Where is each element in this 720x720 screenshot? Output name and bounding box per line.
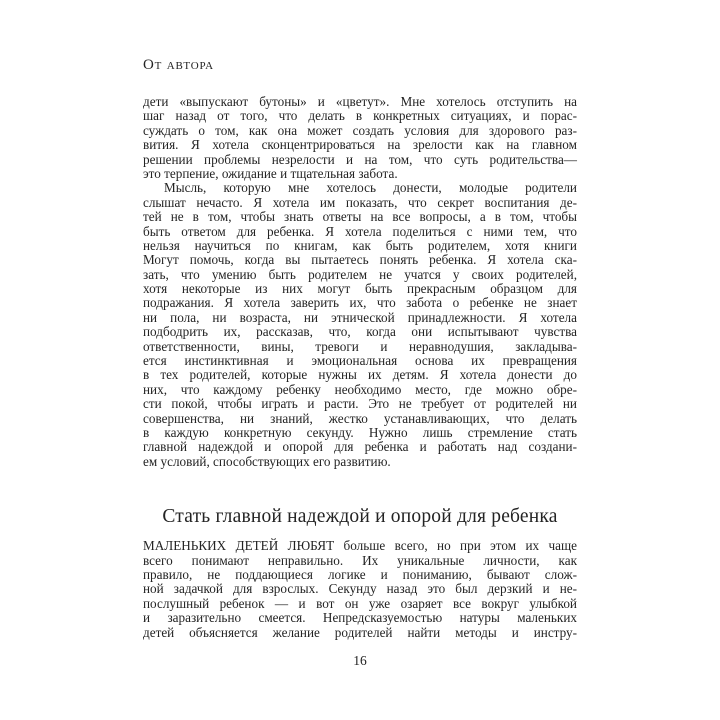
paragraph-2 <box>143 181 577 469</box>
text-line: вития. Я хотела сконцентрироваться на зрелости как на главном <box>143 137 577 153</box>
text-line: быть ответом для ребенка. Я хотела поделиться с ними тем, что <box>143 223 577 239</box>
text-line: главной надеждой и опорой для ребенка и работать над создани- <box>143 439 577 455</box>
text-line: детей объясняется желание родителей найти методы и инстру- <box>143 624 577 640</box>
text-line: Могут помочь, когда вы пытаетесь понять ребенка. Я хотела ска- <box>143 252 577 268</box>
text-block <box>143 95 577 640</box>
text-line: зать, что умению быть родителем не учатся у своих родителей, <box>143 266 577 282</box>
text-line: ется инстинктивная и эмоциональная основа их превращения <box>143 353 577 369</box>
paragraph-1 <box>143 95 577 181</box>
running-head: От автора <box>143 57 214 73</box>
text-line: совершенства, ни знаний, жестко устанавливающих, что делать <box>143 410 577 426</box>
text-line: слышат нечасто. Я хотела им показать, что секрет воспитания де- <box>143 194 577 210</box>
text-line: в каждую конкретную секунду. Нужно лишь стремление стать <box>143 424 577 440</box>
text-line: и заразительно смеется. Непредсказуемостью натуры маленьких <box>143 610 577 626</box>
text-line: нельзя научиться по книгам, как быть родителем, хотя книги <box>143 237 577 253</box>
text-line: всего понимают неправильно. Их уникальные личности, как <box>143 552 577 568</box>
text-line: в тех родителей, которые нужны их детям. Я хотела донести до <box>143 367 577 383</box>
text-line: них, что каждому ребенку необходимо место, где можно обре- <box>143 381 577 397</box>
text-line: решении проблемы незрелости и на том, что суть родительства— <box>143 151 577 167</box>
text-line: тей не в том, чтобы знать ответы на все вопросы, а в том, чтобы <box>143 209 577 225</box>
text-line: ответственности, вины, тревоги и неравнодушия, закладыва- <box>143 338 577 354</box>
text-line: МАЛЕНЬКИХ ДЕТЕЙ ЛЮБЯТ больше всего, но при этом их чаще <box>143 538 577 554</box>
text-line: Мысль, которую мне хотелось донести, молодые родители <box>164 180 577 196</box>
text-line: сти покой, чтобы играть и расти. Это не требует от родителей ни <box>143 396 577 412</box>
text-line: суждать о том, как она может создать условия для здорового раз- <box>143 122 577 138</box>
text-line: ной задачкой для взрослых. Секунду назад это был дерзкий и не- <box>143 581 577 597</box>
text-line: ни пола, ни возраста, ни этнической принадлежности. Я хотела <box>143 309 577 325</box>
text-line: это терпение, ожидание и тщательная забота. <box>143 165 398 181</box>
text-line: подражания. Я хотела заверить их, что забота о ребенке не знает <box>143 295 577 311</box>
text-line: послушный ребенок — и вот он уже озаряет все вокруг улыбкой <box>143 595 577 611</box>
paragraph-3 <box>143 539 577 640</box>
text-line: дети «выпускают бутоны» и «цветут». Мне хотелось отступить на <box>143 94 577 109</box>
text-line: подбодрить их, рассказав, что, когда они испытывают чувства <box>143 324 577 340</box>
text-line: хотя некоторые из них могут быть прекрасным образцом для <box>143 281 577 297</box>
text-line: шаг назад от того, что делать в конкретных ситуациях, и порас- <box>143 108 577 124</box>
page-number: 16 <box>353 653 367 668</box>
section-heading: Стать главной надеждой и опорой для ребенка <box>162 506 558 528</box>
text-line: правило, не поддающиеся логике и пониманию, бывают слож- <box>143 566 577 582</box>
text-line: ем условий, способствующих его развитию. <box>143 453 391 469</box>
